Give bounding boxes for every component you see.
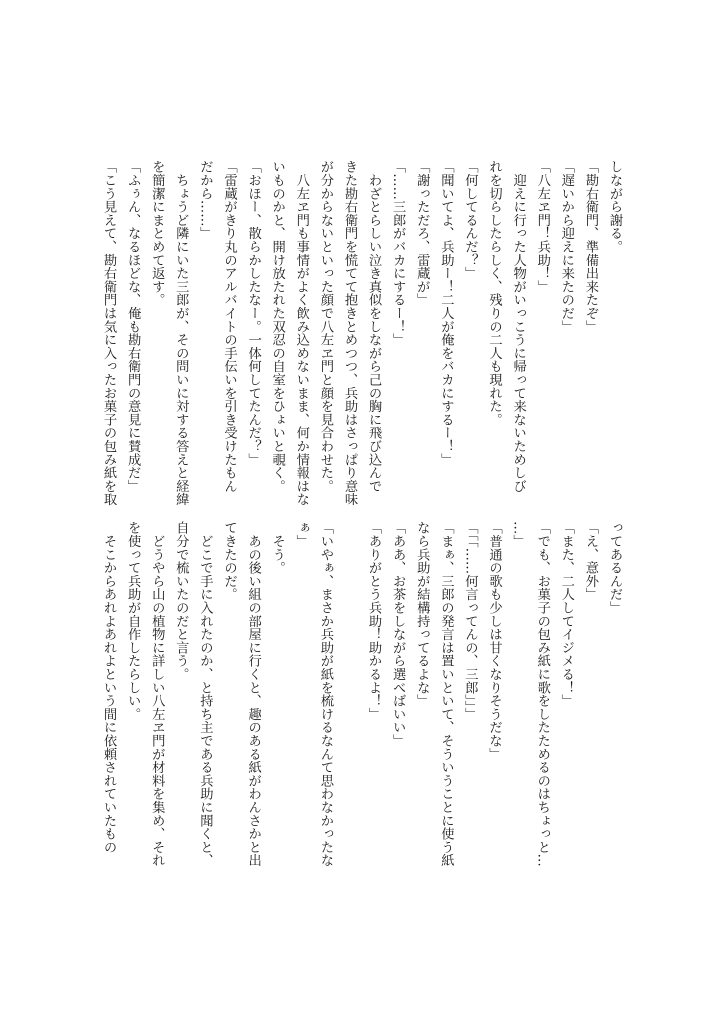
- text-line: が分からないといった顔で八左ヱ門と顔を見合わせた。: [317, 160, 333, 493]
- text-line: そこからあれよあれよという間に依頼されていたもの: [101, 521, 117, 854]
- text-line: どこで手に入れたのか、と持ち主である兵助に聞くと、: [197, 521, 213, 867]
- text-line: [337, 521, 361, 961]
- text-line: いものかと、開け放たれた双忍の自室をひょいと覗く。: [269, 160, 285, 493]
- text-line: しながら謝る。: [607, 160, 622, 254]
- text-line: 「謝っただろ、雷蔵が」: [414, 160, 430, 307]
- text-line: 「八左ヱ門！兵助！」: [534, 160, 550, 293]
- text-line: ってあるんだ」: [607, 521, 622, 615]
- text-line: 「何してるんだ？」: [462, 160, 478, 280]
- text-line: 「ああ、お茶をしながら選べばいい」: [390, 521, 406, 748]
- text-line: 八左ヱ門も事情がよく飲み込めないまま、何か情報はな: [293, 160, 309, 506]
- text-line: 「雷蔵がきり丸のアルバイトの手伝いを引き受けたもん: [221, 160, 237, 493]
- text-line: 「まぁ、三郎の発言は置いといて、そういうことに使う紙: [438, 521, 454, 867]
- text-block-bottom: [96, 521, 626, 961]
- text-line: 「でも、お菓子の包み紙に歌をしたためるのはちょっと…: [534, 521, 550, 867]
- text-line: 「「「……何言ってんの、三郎」」」: [462, 521, 478, 721]
- text-line: 迎えに行った人物がいっこうに帰って来ないためしび: [510, 160, 526, 493]
- text-line: 自分で梳いたのだと言う。: [173, 521, 189, 681]
- text-line: 「勘右衛門、準備出来たぞ」: [582, 160, 598, 333]
- text-line: なら兵助が結構持ってるよな」: [414, 521, 430, 708]
- text-line: きた勘右衛門を慌てて抱きとめつつ、兵助はさっぱり意味: [341, 160, 357, 506]
- text-line: 「……三郎がバカにするー！」: [390, 160, 406, 347]
- text-line: 「普通の歌も少しは甘くなりそうだな」: [486, 521, 502, 761]
- text-line: わざとらしい泣き真似をしながら己の胸に飛び込んで: [366, 160, 382, 493]
- text-line: 「聞いてよ、兵助ー！二人が俺をバカにするー！」: [438, 160, 454, 466]
- text-line: 「遅いから迎えに来たのだ」: [558, 160, 574, 333]
- text-line: あの後い組の部屋に行くと、趣のある紙がわんさかと出: [245, 521, 261, 867]
- text-block-top: [96, 160, 626, 506]
- text-line: そう。: [269, 521, 285, 575]
- text-line: 「ふぅん、なるほどな、俺も勘右衛門の意見に賛成だ」: [125, 160, 141, 493]
- text-line: ぁ」: [293, 521, 309, 548]
- text-line: 「おほー、散らかしたなー。一体何してたんだ？」: [245, 160, 261, 466]
- text-line: …」: [510, 521, 526, 548]
- text-line: 「また、二人してイジメる！」: [558, 521, 574, 708]
- text-line: 「こう見えて、勘右衛門は気に入ったお菓子の包み紙を取: [101, 160, 117, 506]
- text-line: 「え、意外」: [582, 521, 598, 601]
- text-line: を簡潔にまとめて返す。: [149, 160, 165, 307]
- text-line: ちょうど隣にいた三郎が、その問いに対する答えと経緯: [173, 160, 189, 506]
- text-line: を使って兵助が自作したらしい。: [125, 521, 141, 721]
- text-line: 「ありがとう兵助！助かるよ！」: [366, 521, 382, 721]
- text-line: どうやら山の植物に詳しい八左ヱ門が材料を集め、それ: [149, 521, 165, 867]
- text-line: れを切らしたらしく、残りの二人も現れた。: [486, 160, 502, 426]
- text-line: てきたのだ。: [221, 521, 237, 601]
- text-line: だから……」: [197, 160, 213, 240]
- text-line: 「いやぁ、まさか兵助が紙を梳けるなんて思わなかったな: [317, 521, 333, 867]
